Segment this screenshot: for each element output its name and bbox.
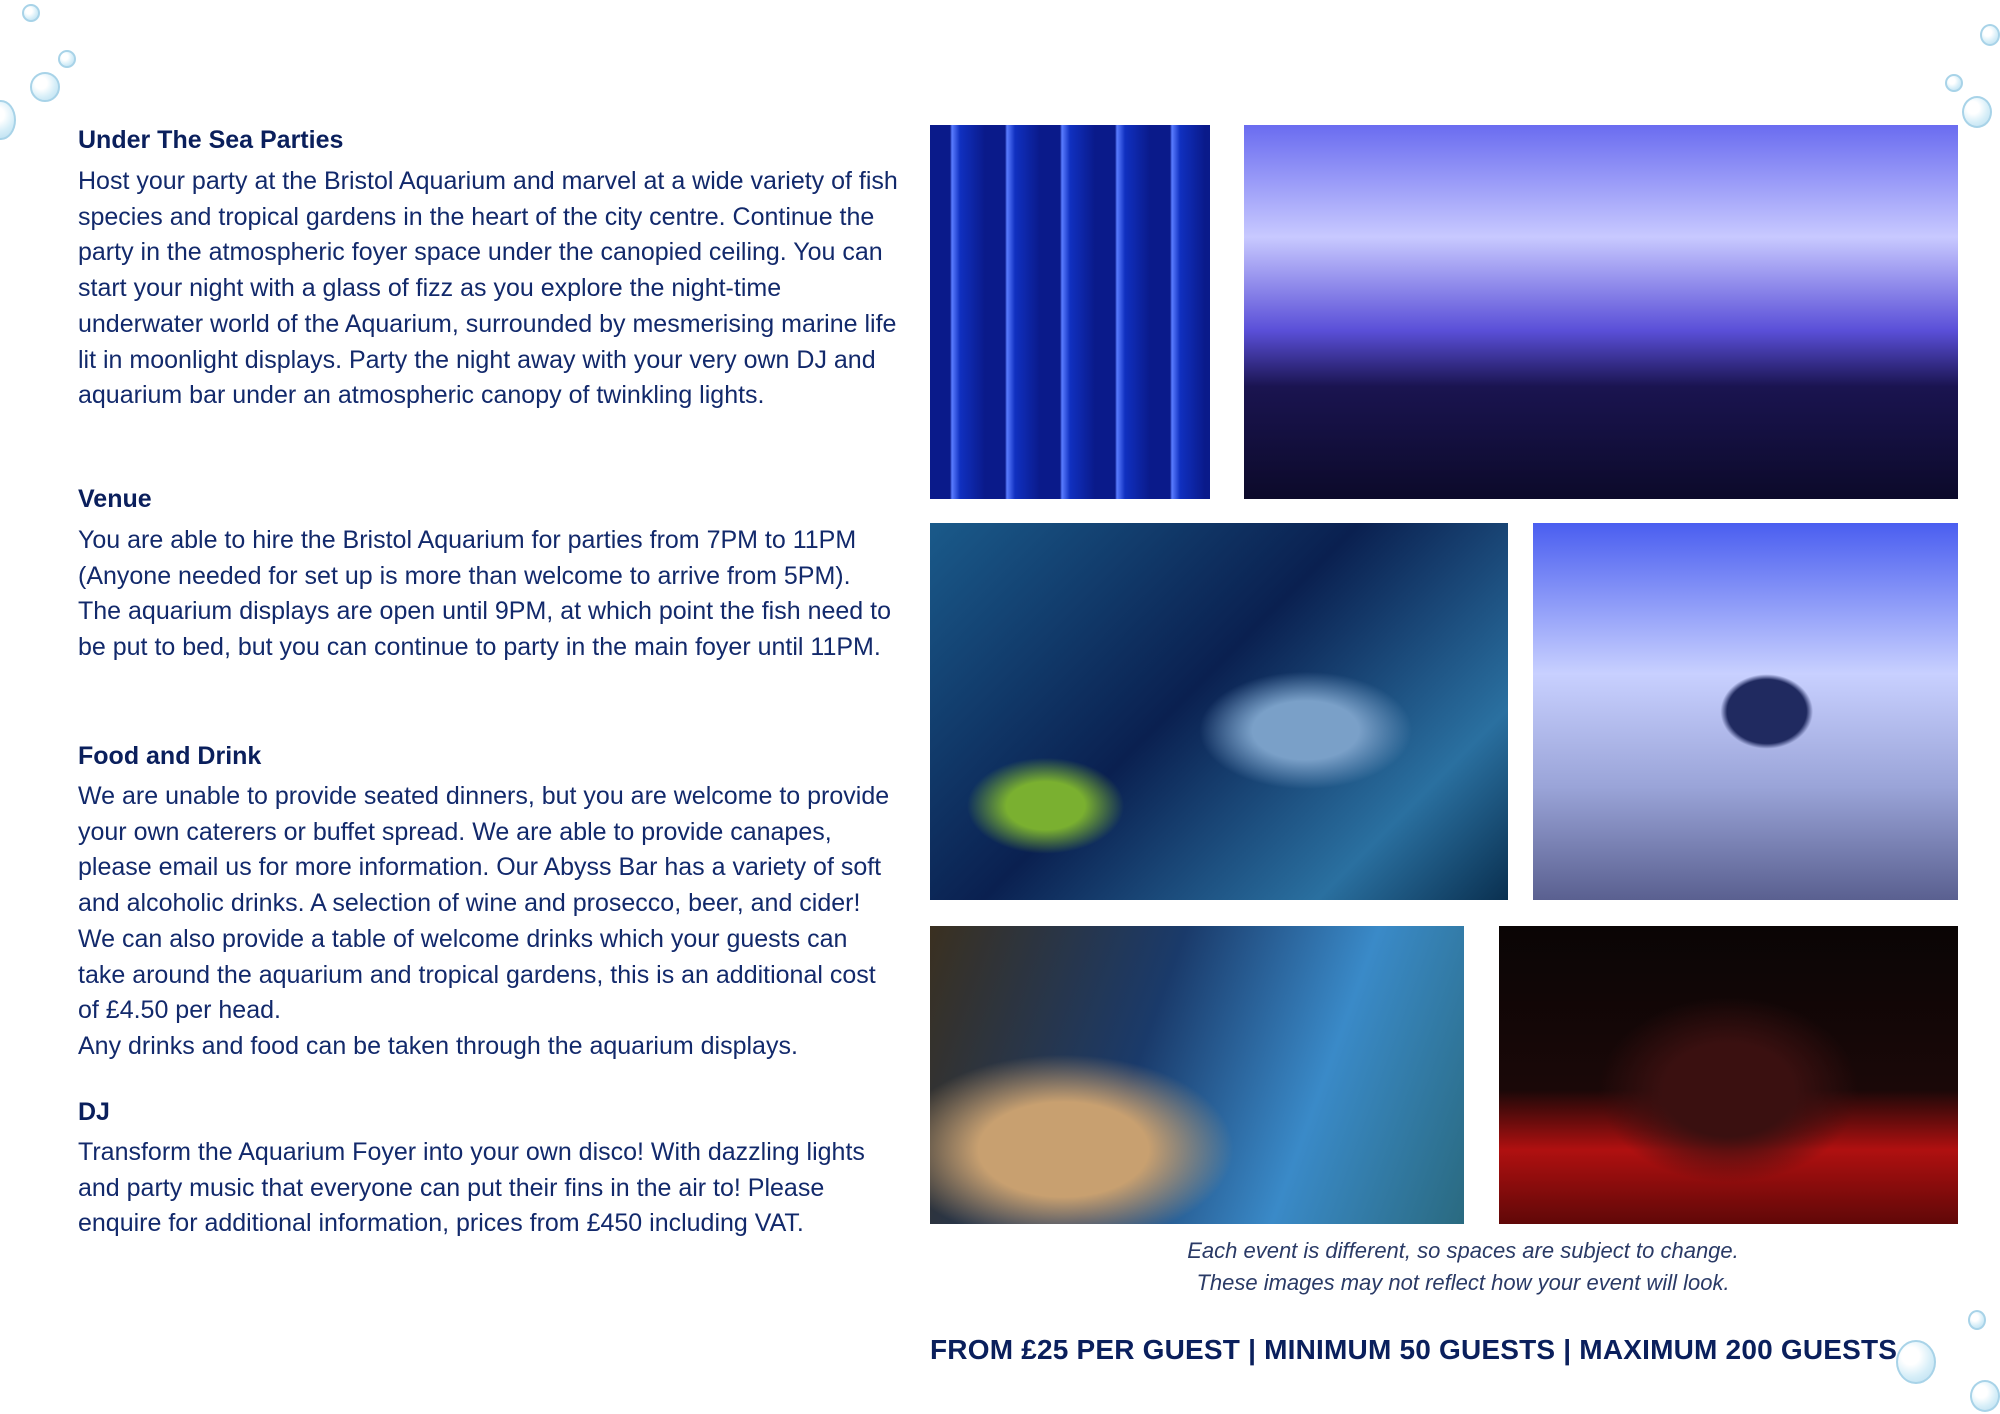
bubble-decoration xyxy=(58,50,76,68)
bubble-decoration xyxy=(1970,1380,2000,1412)
section-body-food xyxy=(78,779,898,1065)
photo-tunnel-foyer xyxy=(1533,523,1958,900)
photo-caption xyxy=(930,1235,1996,1299)
photo-banquet-hall xyxy=(1244,125,1958,499)
bubble-decoration xyxy=(1968,1310,1986,1330)
bubble-decoration xyxy=(22,4,40,22)
bubble-decoration xyxy=(1980,24,2000,46)
bubble-decoration xyxy=(1945,74,1963,92)
caption-line-2: These images may not reflect how your event will look. xyxy=(1196,1270,1730,1295)
bubble-decoration xyxy=(30,72,60,102)
bubble-decoration xyxy=(1896,1340,1936,1384)
photo-champagne-glasses xyxy=(930,125,1210,499)
section-heading-parties: Under The Sea Parties xyxy=(78,126,344,154)
section-heading-food: Food and Drink xyxy=(78,742,262,770)
section-heading-dj: DJ xyxy=(78,1098,110,1126)
section-body-parties: Host your party at the Bristol Aquarium and marvel at a wide variety of fish species and tropical gardens in the heart of the city centre. Continue the party in the atmospheric foyer space under the canopied ceiling. You can start your night with a glass of fizz as you explore the night-time underwater world of the Aquarium, surrounded by mesmerising marine life lit in moonlight displays. Party the night away with your very own DJ and aquarium bar under an atmospheric canopy of twinkling lights. xyxy=(78,167,898,410)
pricing-footer: FROM £25 PER GUEST | MINIMUM 50 GUESTS | MAXIMUM 200 GUESTS xyxy=(930,1334,1898,1365)
bubble-decoration xyxy=(1962,96,1992,128)
section-body-venue: You are able to hire the Bristol Aquarium for parties from 7PM to 11PM (Anyone needed for set up is more than welcome to arrive from 5PM). The aquarium displays are open until 9PM, at which point the fish need to be put to bed, but you can continue to party in the main foyer until 11PM. xyxy=(78,526,891,662)
food-note: Any drinks and food can be taken through the aquarium displays. xyxy=(78,1031,798,1060)
caption-line-1: Each event is different, so spaces are subject to change. xyxy=(1187,1238,1739,1263)
section-heading-venue: Venue xyxy=(78,485,152,513)
photo-coral-reef xyxy=(930,523,1508,900)
photo-dj-decks xyxy=(1499,926,1958,1224)
bubble-decoration xyxy=(0,100,16,140)
photo-guests-in-tunnel xyxy=(930,926,1464,1224)
food-paragraph: We are unable to provide seated dinners, but you are welcome to provide your own caterers or buffet spread. We are able to provide canapes, please email us for more information. Our Abyss Bar has a variety of soft and alcoholic drinks. A selection of wine and prosecco, beer, and cider! We can also provide a table of welcome drinks which your guests can take around the aquarium and tropical gardens, this is an additional cost of £4.50 per head. xyxy=(78,782,890,1025)
section-body-dj: Transform the Aquarium Foyer into your own disco! With dazzling lights and party music that everyone can put their fins in the air to! Please enquire for additional information, prices from £450 including VAT. xyxy=(78,1138,865,1238)
